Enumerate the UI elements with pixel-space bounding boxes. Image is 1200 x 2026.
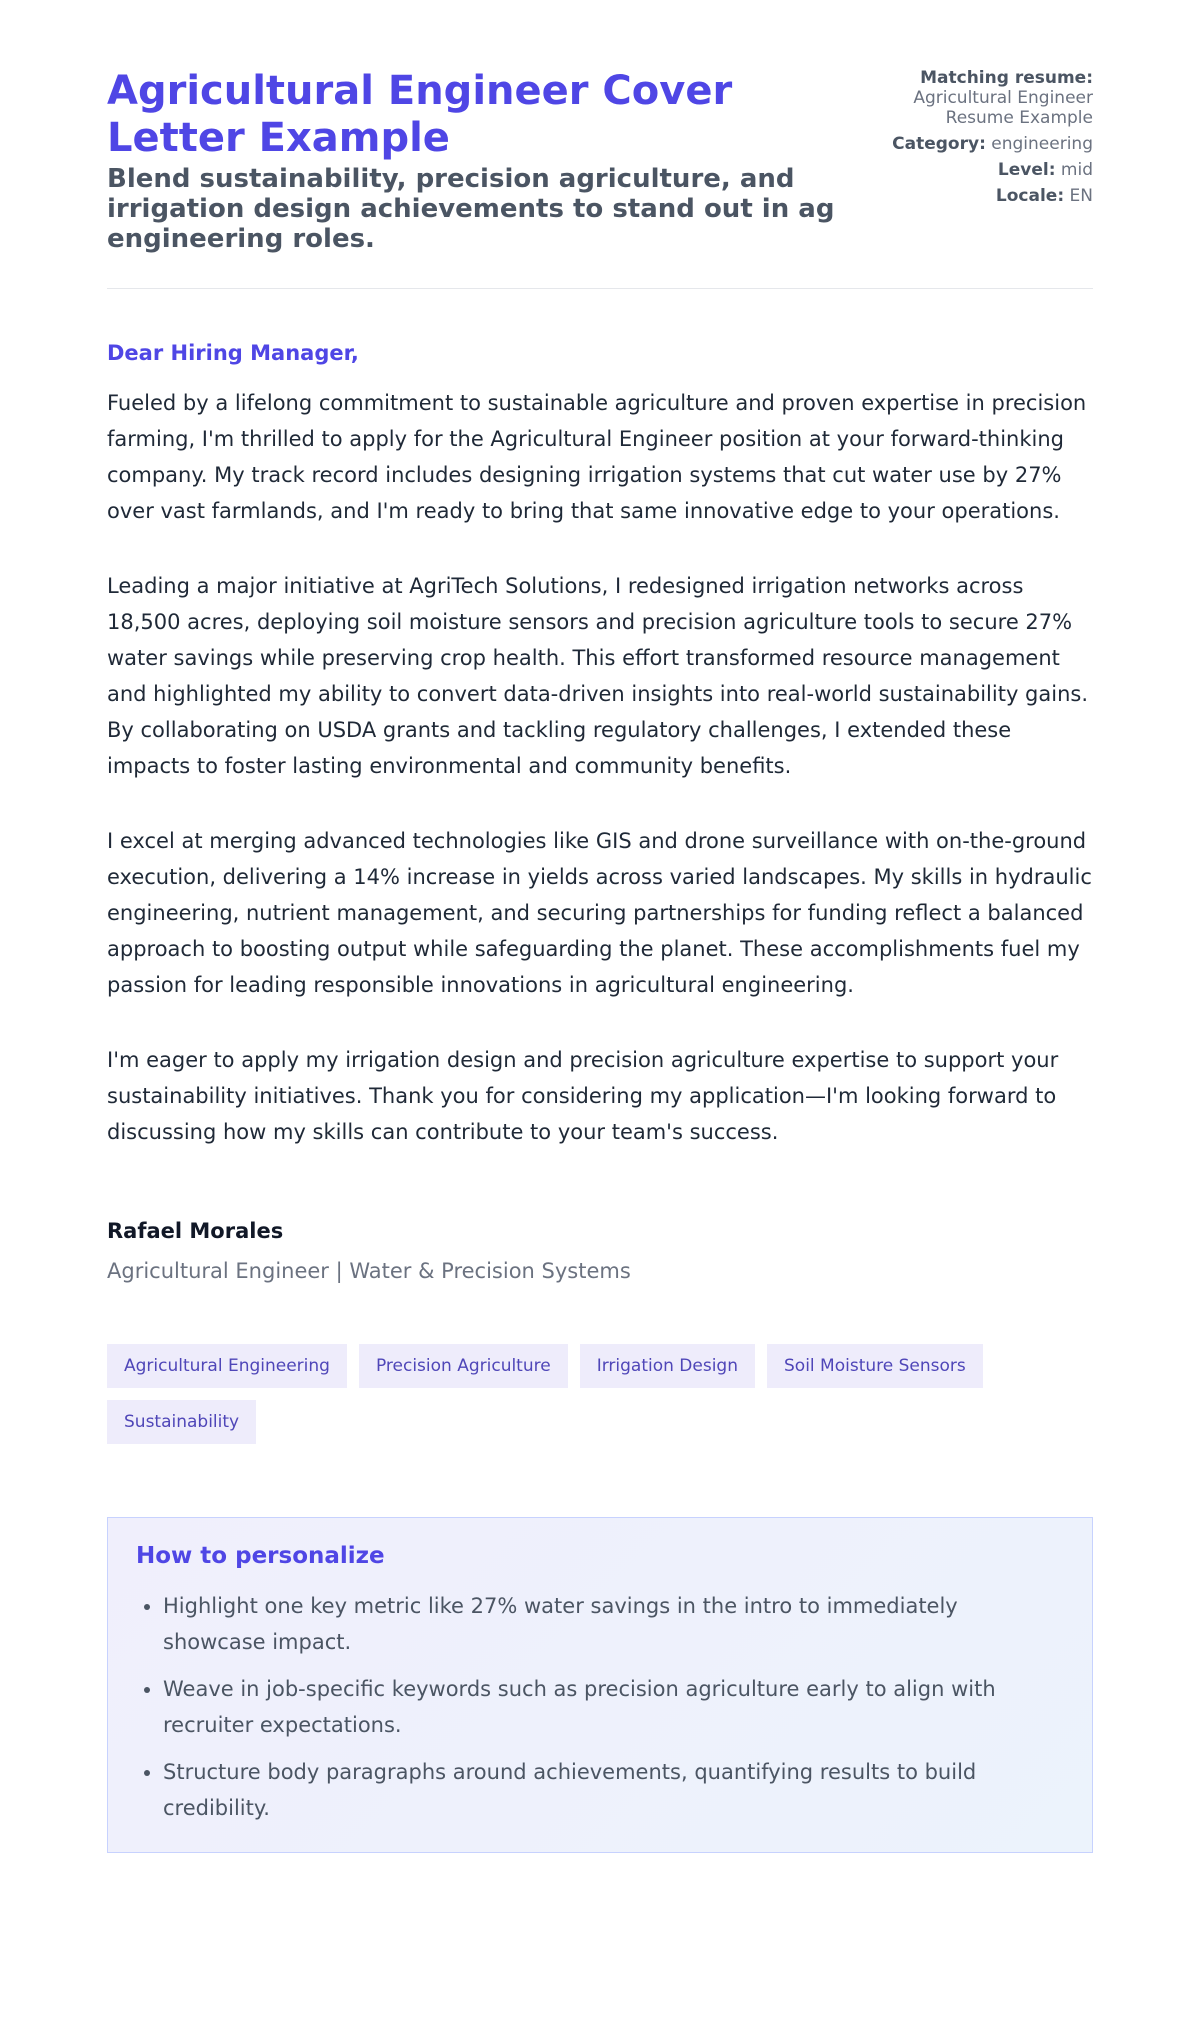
meta-category [856,134,1093,154]
signature-block [107,1218,1093,1284]
tips-list [136,1588,1064,1826]
tip-item: • Weave in job-specific keywords such as precision agriculture early to align with recruiter expectations. [163,1671,1064,1743]
meta-category-value: engineering [991,134,1093,154]
header-titles [107,68,856,254]
tips-title: How to personalize [136,1543,385,1569]
skill-tag: Soil Moisture Sensors [767,1344,983,1388]
skill-tag: Irrigation Design [580,1344,755,1388]
meta-locale [856,186,1093,206]
letter-body [107,340,1093,1150]
meta-level-value: mid [1060,160,1093,180]
letter-paragraph: Fueled by a lifelong commitment to sustainable agriculture and proven expertise in precision farming, I'm thrilled to apply for the Agricultural Engineer position at your forward-thinking company. My track record includes designing irrigation systems that cut water use by 27% over vast farmlands, and I'm ready to bring that same innovative edge to your operations. [107,391,1087,523]
signature-name: Rafael Morales [107,1219,284,1243]
page-header [107,0,1093,289]
meta-matching-resume [856,68,1093,128]
letter-paragraph: Leading a major initiative at AgriTech Solutions, I redesigned irrigation networks across 18,500 acres, deploying soil moisture sensors and precision agriculture tools to secure 27% water savings while preserving crop health. This effort transformed resource management and highlighted my ability to convert data-driven insights into real-world sustainability gains. By collaborating on USDA grants and tackling regulatory challenges, I extended these impacts to foster lasting environmental and community benefits. [107,574,1089,778]
skill-tag: Precision Agriculture [359,1344,568,1388]
meta-category-label: Category: [892,134,986,154]
tip-item: • Structure body paragraphs around achievements, quantifying results to build credibility. [163,1754,1064,1826]
skill-tag: Agricultural Engineering [107,1344,347,1388]
letter-paragraph: I excel at merging advanced technologies like GIS and drone surveillance with on-the-ground execution, delivering a 14% increase in yields across varied landscapes. My skills in hydraulic engineering, nutrient management, and securing partnerships for funding reflect a balanced approach to boosting output while safeguarding the planet. These accomplishments fuel my passion for leading responsible innovations in agricultural engineering. [107,829,1092,997]
meta-matching-resume-label: Matching resume: [920,68,1093,88]
meta-level [856,160,1093,180]
meta-panel [856,68,1093,212]
skill-tags [107,1344,1007,1444]
letter-greeting: Dear Hiring Manager, [107,341,359,365]
tip-item: • Highlight one key metric like 27% water savings in the intro to immediately showcase impact. [163,1588,1064,1660]
meta-matching-resume-link[interactable]: Agricultural Engineer Resume Example [913,88,1093,128]
signature-role: Agricultural Engineer | Water & Precision Systems [107,1259,631,1283]
page-title: Agricultural Engineer Cover Letter Example [107,68,733,161]
letter-paragraph: I'm eager to apply my irrigation design and precision agriculture expertise to support your sustainability initiatives. Thank you for considering my application—I'm looking forward to discussing how my skills can contribute to your team's success. [107,1048,1059,1144]
meta-locale-label: Locale: [995,186,1065,206]
meta-level-label: Level: [997,160,1056,180]
meta-locale-value: EN [1069,186,1093,206]
skill-tag: Sustainability [107,1400,256,1444]
personalize-tips-box [107,1517,1093,1853]
page-subtitle: Blend sustainability, precision agriculture, and irrigation design achievements to stand out in ag engineering roles. [107,164,835,254]
